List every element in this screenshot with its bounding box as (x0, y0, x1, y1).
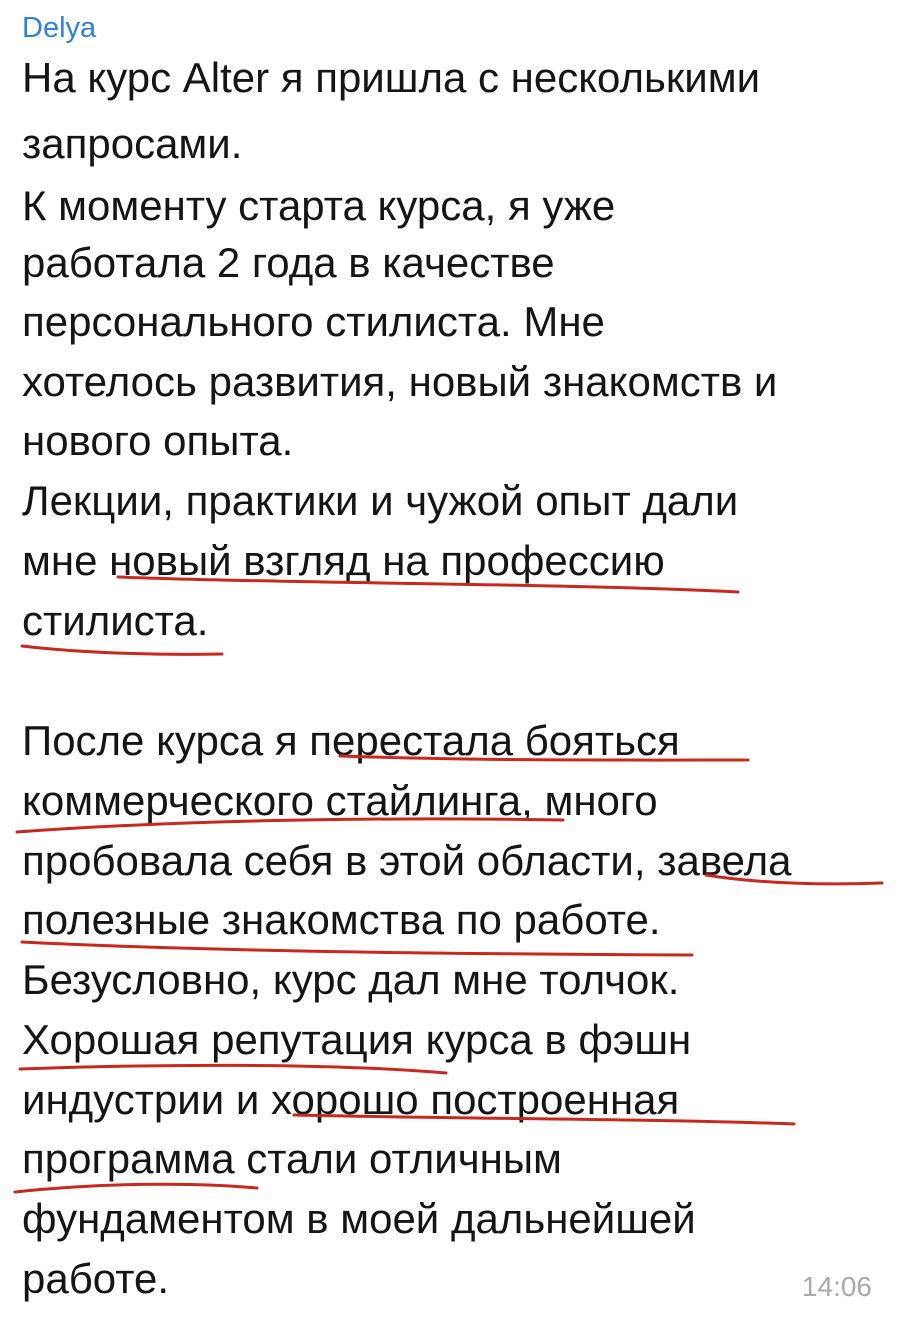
message-line: работе. (22, 1255, 169, 1302)
message-line: На курс Alter я пришла с несколькими (22, 54, 761, 101)
message-line: фундаментом в моей дальнейшей (22, 1195, 696, 1242)
message-line: запросами. (22, 120, 243, 167)
sender-name[interactable]: Delya (22, 12, 97, 44)
message-line: Хорошая репутация курса в фэшн (22, 1016, 692, 1063)
message-line: пробовала себя в этой области, завела (22, 837, 792, 884)
message-line: хотелось развития, новый знакомств и (22, 358, 778, 405)
message-line: После курса я перестала бояться (22, 717, 680, 764)
message-line: персонального стилиста. Мне (22, 298, 605, 345)
message-line: Лекции, практики и чужой опыт дали (22, 477, 739, 524)
message-line: работала 2 года в качестве (22, 239, 555, 286)
message-line: стилиста. (22, 597, 209, 644)
message-line: коммерческого стайлинга, много (22, 777, 658, 824)
message-line: мне новый взгляд на профессию (22, 537, 665, 584)
message-line: индустрии и хорошо построенная (22, 1076, 680, 1123)
message-line: К моменту старта курса, я уже (22, 182, 616, 229)
message-line: полезные знакомства по работе. (22, 896, 661, 943)
message-line: нового опыта. (22, 417, 294, 464)
message-line: программа стали отличным (22, 1135, 562, 1182)
message-timestamp: 14:06 (801, 1271, 872, 1302)
message-line: Безусловно, курс дал мне толчок. (22, 956, 680, 1003)
